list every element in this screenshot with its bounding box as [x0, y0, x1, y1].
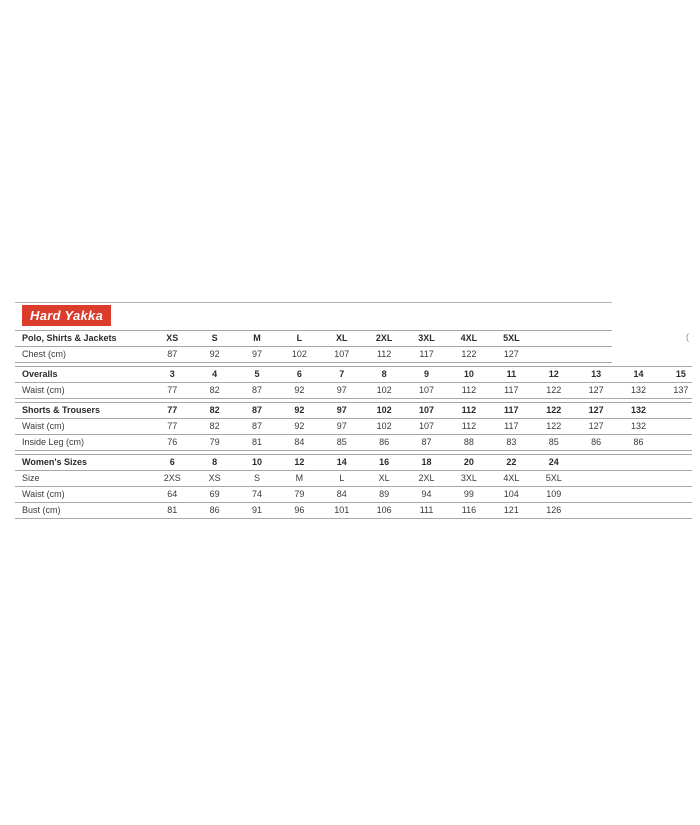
table-row	[15, 455, 692, 471]
row-value: 109	[546, 489, 562, 499]
row-value: 87	[251, 421, 262, 431]
row-value: L	[296, 333, 303, 343]
row-value: 18	[421, 457, 432, 467]
row-value: 112	[461, 421, 477, 431]
brand-logo: Hard Yakka	[22, 305, 111, 326]
row-value: S	[211, 333, 218, 343]
row-value: 8	[212, 457, 218, 467]
row-value	[617, 471, 659, 486]
row-value: M	[253, 333, 261, 343]
row-value: 117	[419, 349, 434, 359]
row-value: 122	[546, 405, 562, 415]
table-row	[15, 383, 692, 399]
row-value: 127	[503, 349, 519, 359]
size-table	[15, 330, 700, 519]
row-value: 74	[251, 489, 262, 499]
row-value: 22	[506, 457, 517, 467]
row-value: 6	[169, 457, 175, 467]
row-value: 112	[461, 385, 477, 395]
row-value: 106	[376, 505, 392, 515]
row-value: 82	[209, 385, 220, 395]
row-value: 3XL	[460, 473, 477, 483]
row-value: L	[339, 473, 345, 483]
row-label: Waist (cm)	[22, 421, 65, 431]
row-value	[660, 471, 700, 486]
row-value: 112	[376, 349, 392, 359]
row-value: 8	[381, 369, 387, 379]
row-value	[617, 503, 659, 518]
row-value: 5XL	[545, 473, 562, 483]
row-value: 117	[504, 421, 519, 431]
row-value: 132	[630, 405, 646, 415]
row-value: 122	[461, 349, 477, 359]
top-rule-line	[15, 302, 612, 303]
row-label: Waist (cm)	[22, 489, 65, 499]
row-value: 99	[463, 489, 474, 499]
row-value: 87	[251, 405, 262, 415]
row-value: 77	[167, 421, 178, 431]
row-value: 3XL	[418, 333, 435, 343]
row-value: 10	[251, 457, 262, 467]
row-value	[660, 331, 700, 346]
row-value: 5XL	[503, 333, 520, 343]
row-value: 4XL	[460, 333, 478, 343]
row-value: 14	[336, 457, 347, 467]
row-label: Bust (cm)	[22, 505, 61, 515]
row-value: 9	[424, 369, 430, 379]
row-label: Overalls	[22, 369, 58, 379]
row-value: 132	[630, 421, 646, 431]
row-value: 86	[209, 505, 220, 515]
row-value: 122	[546, 385, 562, 395]
table-row	[15, 419, 692, 435]
row-value: 87	[421, 437, 432, 447]
row-value: 15	[675, 369, 686, 379]
row-value: 92	[294, 385, 305, 395]
row-value	[660, 435, 700, 450]
row-value: XS	[208, 473, 221, 483]
row-value: 87	[251, 385, 262, 395]
row-value: 87	[167, 349, 178, 359]
row-value: XL	[336, 333, 348, 343]
row-value: 97	[336, 385, 347, 395]
row-value	[660, 347, 700, 362]
row-value: 3	[169, 369, 175, 379]
row-value: 132	[630, 385, 646, 395]
row-value: 13	[591, 369, 602, 379]
row-value: 112	[461, 405, 477, 415]
row-value: 127	[588, 385, 604, 395]
row-value: 127	[588, 405, 604, 415]
row-value: 97	[251, 349, 262, 359]
row-value: 2XS	[163, 473, 181, 483]
row-value	[660, 455, 700, 470]
row-value: 81	[167, 505, 178, 515]
table-row	[15, 435, 692, 451]
row-value: 137	[673, 385, 689, 395]
table-section	[15, 454, 692, 519]
row-value: 79	[209, 437, 220, 447]
row-value: 86	[591, 437, 602, 447]
table-section	[15, 402, 692, 451]
row-value: 102	[376, 421, 392, 431]
row-value: 16	[379, 457, 390, 467]
row-value: 102	[376, 405, 392, 415]
row-value: 77	[167, 405, 178, 415]
row-value: 117	[504, 385, 519, 395]
row-value: 5	[254, 369, 260, 379]
row-value: 64	[167, 489, 178, 499]
row-value: XS	[166, 333, 179, 343]
row-value	[575, 471, 617, 486]
table-row	[15, 403, 692, 419]
table-section	[15, 366, 692, 399]
row-value: 86	[379, 437, 390, 447]
row-value	[617, 347, 659, 362]
table-section	[15, 330, 612, 363]
row-value: 4XL	[503, 473, 520, 483]
row-value: 104	[503, 489, 519, 499]
row-value	[660, 503, 700, 518]
row-value: 20	[463, 457, 474, 467]
row-value: 107	[419, 385, 435, 395]
row-label: Waist (cm)	[22, 385, 65, 395]
table-row	[15, 471, 692, 487]
row-value: 92	[294, 405, 305, 415]
row-value: 116	[461, 505, 477, 515]
row-value: 102	[376, 385, 392, 395]
row-value	[575, 347, 617, 362]
row-value: 86	[633, 437, 644, 447]
row-value: 96	[294, 505, 305, 515]
table-row	[15, 503, 692, 519]
row-value	[575, 503, 617, 518]
row-value: 122	[546, 421, 562, 431]
row-value: 2XL	[375, 333, 393, 343]
row-label: Polo, Shirts & Jackets	[22, 333, 117, 343]
row-value: 12	[294, 457, 305, 467]
row-value	[575, 455, 617, 470]
row-value: 107	[419, 421, 435, 431]
row-value: 12	[548, 369, 559, 379]
row-value: 107	[334, 349, 350, 359]
row-value: 92	[294, 421, 305, 431]
table-row	[15, 347, 612, 363]
row-value: M	[295, 473, 304, 483]
row-value	[660, 419, 700, 434]
table-row	[15, 367, 692, 383]
row-value: 88	[463, 437, 474, 447]
row-value: 111	[419, 505, 434, 515]
row-value	[660, 403, 700, 418]
row-value: 83	[506, 437, 517, 447]
row-value: XL	[378, 473, 390, 483]
row-value: 6	[296, 369, 302, 379]
row-value: 11	[506, 369, 517, 379]
row-label: Size	[22, 473, 40, 483]
row-value: 84	[294, 437, 305, 447]
table-row	[15, 331, 612, 347]
row-value: 81	[251, 437, 262, 447]
row-value: 69	[209, 489, 220, 499]
row-value: 24	[548, 457, 559, 467]
row-value	[617, 487, 659, 502]
row-value: 94	[421, 489, 432, 499]
row-value: 97	[336, 405, 347, 415]
row-value: 127	[588, 421, 604, 431]
row-value	[660, 487, 700, 502]
row-label: Shorts & Trousers	[22, 405, 101, 415]
row-value: 117	[504, 405, 519, 415]
row-value: 92	[209, 349, 220, 359]
clipped-edge-text: (	[686, 332, 689, 342]
row-value	[575, 331, 617, 346]
row-value: 84	[336, 489, 347, 499]
row-value: 76	[167, 437, 178, 447]
row-value: 7	[339, 369, 345, 379]
row-value: 89	[379, 489, 390, 499]
row-value: 82	[209, 405, 220, 415]
row-value: 102	[291, 349, 307, 359]
row-value: 85	[548, 437, 559, 447]
row-value	[575, 487, 617, 502]
row-value	[533, 331, 575, 346]
row-value: 2XL	[418, 473, 435, 483]
row-value: S	[253, 473, 260, 483]
row-value	[617, 455, 659, 470]
row-value: 91	[251, 505, 262, 515]
table-row	[15, 487, 692, 503]
row-value: 82	[209, 421, 220, 431]
row-value: 97	[336, 421, 347, 431]
row-value	[617, 331, 659, 346]
row-value: 10	[463, 369, 474, 379]
row-value: 85	[336, 437, 347, 447]
row-value	[533, 347, 575, 362]
row-value: 126	[546, 505, 562, 515]
row-value: 101	[334, 505, 350, 515]
row-label: Chest (cm)	[22, 349, 67, 359]
row-value: 14	[633, 369, 644, 379]
row-value: 121	[503, 505, 519, 515]
row-value: 79	[294, 489, 305, 499]
row-label: Women's Sizes	[22, 457, 87, 467]
row-value: 4	[212, 369, 218, 379]
row-value: 77	[167, 385, 178, 395]
row-label: Inside Leg (cm)	[22, 437, 85, 447]
row-value: 107	[419, 405, 435, 415]
